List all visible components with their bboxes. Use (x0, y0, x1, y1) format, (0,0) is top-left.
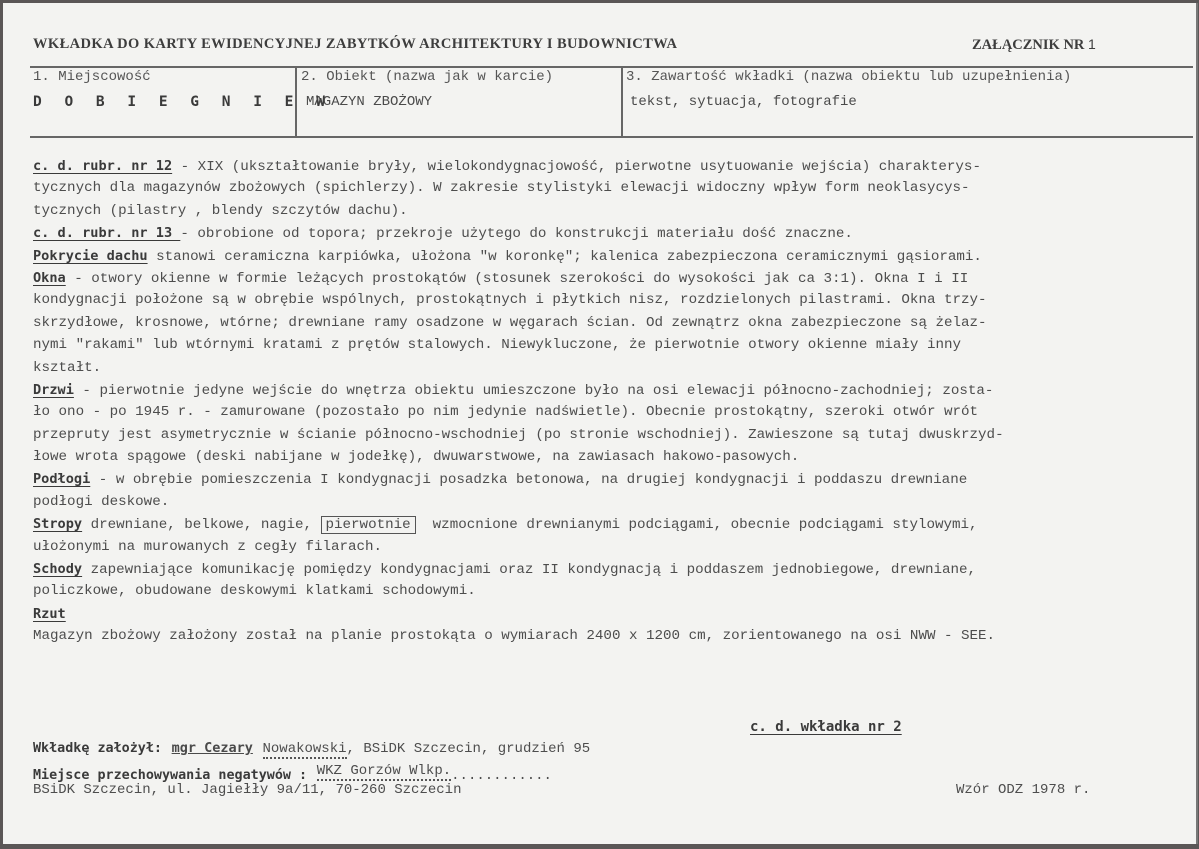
text-fragment: drewniane, belkowe, nagie, (82, 517, 321, 534)
text-line: przepruty jest asymetrycznie w ścianie północno-wschodniej (po stronie wschodniej). Zawieszone są tutaj dwuskrzyd- (33, 426, 1004, 443)
section-heading: c. d. rubr. nr 13 (33, 225, 181, 242)
text-line: - otwory okienne w formie leżących prostokątów (stosunek szerokości do wysokości jak ca 3:1). Okna I i II (65, 270, 969, 287)
section-heading: Okna (33, 269, 66, 286)
section-heading: Drzwi (33, 381, 74, 398)
negatives-value: WKZ Gorzów Wlkp. (316, 763, 452, 779)
author-line (33, 739, 590, 757)
negatives-label: Miejsce przechowywania negatywów : (33, 768, 308, 783)
boxed-word: pierwotnie (321, 516, 416, 534)
text-line: - XIX (ukształtowanie bryły, wielokondygnacjowość, pierwotne usytuowanie wejścia) charakterys- (172, 159, 981, 175)
section-floors (33, 468, 1193, 490)
text-line: policzkowe, obudowane deskowymi klatkami schodowymi. (33, 583, 476, 600)
annex-number (972, 36, 1096, 54)
table-bottom-rule (30, 136, 1193, 138)
field-contents-value: tekst, sytuacja, fotografie (630, 94, 857, 110)
field-object-value: MAGAZYN ZBOŻOWY (306, 94, 433, 110)
annex-label: ZAŁĄCZNIK NR (972, 37, 1085, 53)
section-heading: Stropy (33, 516, 83, 533)
text-line: zapewniające komunikację pomiędzy kondygnacjami oraz II kondygnacją i poddaszem jednobiegowe, drewniane, (82, 562, 977, 579)
section-heading: Schody (33, 561, 83, 578)
text-line: tycznych dla magazynów zbożowych (spichlerzy). W zakresie stylistyki elewacji widoczny wpływ form neoklasycys- (33, 180, 970, 197)
field-object-label: 2. Obiekt (nazwa jak w karcie) (301, 69, 554, 85)
annex-number-value: 1 (1088, 36, 1096, 52)
text-line: łowe wrota spągowe (deski nabijane w jodełkę), dwuwarstwowe, na zawiasach hakowo-pasowych. (33, 449, 800, 466)
table-divider-2 (621, 66, 623, 138)
text-line: tycznych (pilastry , blendy szczytów dachu). (33, 202, 408, 219)
continuation-note: c. d. wkładka nr 2 (750, 719, 902, 735)
field-locality-label: 1. Miejscowość (33, 69, 151, 85)
text-line: podłogi deskowe. (33, 493, 170, 510)
section-plan (33, 603, 1193, 625)
text-line: nymi "rakami" lub wtórnymi kratami z prętów stalowych. Niewykluczone, że pierwotnie otwory okienne miały inny (33, 337, 962, 354)
section-ceilings (33, 513, 1193, 535)
text-line: kondygnacji położone są w obrębie wspólnych, prostokątnych i płytkich nisz, rozdzielonych pilastrami. Okna trzy- (33, 292, 987, 309)
text-line: ło ono - po 1945 r. - zamurowane (pozostało po nim jedynie nadświetle). Obecnie prostokątny, szeroki otwór wrót (33, 404, 979, 421)
author-surname: Nowakowski (262, 741, 347, 757)
text-line: kształt. (33, 359, 102, 376)
section-windows (33, 267, 1193, 289)
text-fragment: wzmocnione drewnianymi podciągami, obecnie podciągami stylowymi, (415, 517, 978, 534)
table-top-rule (30, 66, 1193, 68)
text-line: - pierwotnie jedyne wejście do wnętrza obiektu umieszczone było na osi elewacji północno-zachodniej; zosta- (73, 382, 994, 399)
address: BSiDK Szczecin, ul. Jagiełły 9a/11, 70-260 Szczecin (33, 782, 462, 798)
document-title: WKŁADKA DO KARTY EWIDENCYJNEJ ZABYTKÓW ARCHITEKTURY I BUDOWNICTWA (33, 36, 678, 52)
section-heading: Rzut (33, 605, 66, 622)
form-template: Wzór ODZ 1978 r. (956, 782, 1091, 798)
section-stairs (33, 558, 1193, 580)
section-rubr-13 (33, 222, 1193, 244)
section-heading: Podłogi (33, 471, 91, 488)
section-doors (33, 379, 1193, 401)
text-line: - w obrębie pomieszczenia I kondygnacji posadzka betonowa, na drugiej kondygnacji i poddaszu drewniane (90, 472, 968, 489)
record-card-insert (3, 3, 1198, 844)
text-line: ułożonymi na murowanych z cegły filarach. (33, 538, 383, 555)
section-heading: c. d. rubr. nr 12 (33, 158, 173, 174)
field-locality-value: D O B I E G N I E W (33, 94, 332, 110)
author-signature: mgr Cezary (171, 740, 253, 756)
text-line: skrzydłowe, krosnowe, wtórne; drewniane ramy osadzone w węgarach ścian. Od zewnątrz okna zabezpieczone są żelaz- (33, 314, 987, 331)
section-rubr-12 (33, 155, 1193, 177)
text-line: - obrobione od topora; przekroje użytego do konstrukcji materiału dość znaczne. (180, 226, 853, 243)
author-label: Wkładkę założył: (33, 741, 162, 756)
section-heading: Pokrycie dachu (33, 247, 148, 264)
text-line: Magazyn zbożowy założony został na planie prostokąta o wymiarach 2400 x 1200 cm, zorientowanego na osi NWW - SEE. (33, 628, 996, 645)
negatives-dots: ............ (451, 768, 552, 784)
field-contents-label: 3. Zawartość wkładki (nazwa obiektu lub uzupełnienia) (626, 69, 1072, 85)
section-roof (33, 245, 1193, 267)
text-line: stanowi ceramiczna karpiówka, ułożona "w koronkę"; kalenica zabezpieczona ceramicznymi gąsiorami. (147, 248, 982, 265)
description-body (33, 155, 1193, 648)
author-details: , BSiDK Szczecin, grudzień 95 (346, 741, 591, 757)
